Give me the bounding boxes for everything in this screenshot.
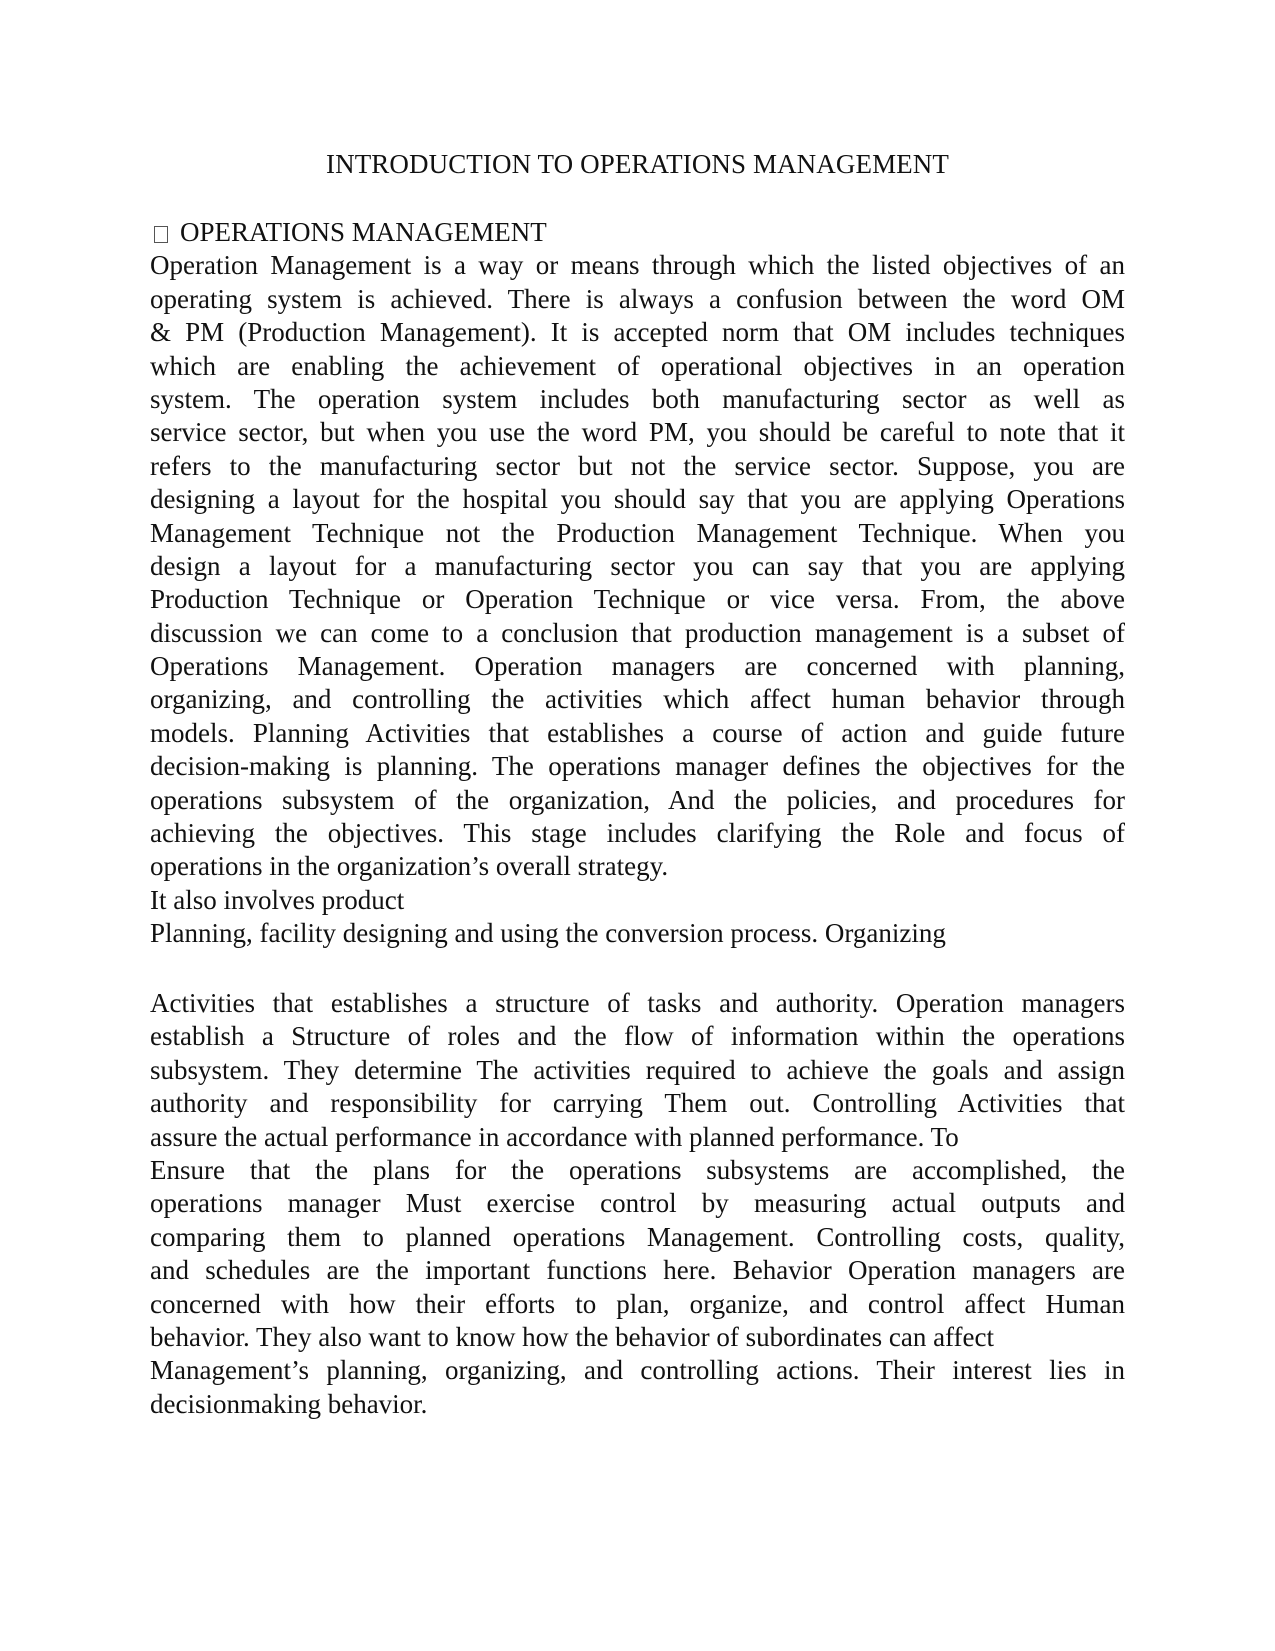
paragraph-line: comparing them to planned operations Management. Controlling costs, quality, <box>150 1221 1125 1252</box>
paragraph-line: Production Technique or Operation Technique or vice versa. From, the above <box>150 584 1125 615</box>
paragraph-line: operating system is achieved. There is always a confusion between the word OM <box>150 283 1125 314</box>
paragraph-line: concerned with how their efforts to plan, organize, and control affect Human <box>150 1288 1125 1319</box>
paragraph-line: which are enabling the achievement of operational objectives in an operation <box>150 350 1125 381</box>
paragraph-line: organizing, and controlling the activities which affect human behavior through <box>150 684 1125 715</box>
paragraph-line: and schedules are the important functions here. Behavior Operation managers are <box>150 1255 1125 1286</box>
paragraph-line: decision-making is planning. The operations manager defines the objectives for the <box>150 751 1125 782</box>
paragraph-line: Activities that establishes a structure of tasks and authority. Operation managers <box>150 988 1125 1018</box>
paragraph-line: Operations Management. Operation managers are concerned with planning, <box>150 651 1125 682</box>
planning-line: Planning, facility designing and using the conversion process. Organizing <box>150 918 946 949</box>
paragraph-1 <box>150 249 1125 883</box>
paragraph-line: operations manager Must exercise control by measuring actual outputs and <box>150 1188 1125 1219</box>
product-line: It also involves product <box>150 884 405 915</box>
paragraph-line: service sector, but when you use the word PM, you should be careful to note that it <box>150 417 1125 448</box>
paragraph-line: assure the actual performance in accordance with planned performance. To <box>150 1121 959 1152</box>
paragraph-line: establish a Structure of roles and the flow of information within the operations <box>150 1021 1125 1052</box>
paragraph-line: operations in the organization’s overall strategy. <box>150 851 669 882</box>
paragraph-line: Operation Management is a way or means through which the listed objectives of an <box>150 250 1125 281</box>
paragraph-line: refers to the manufacturing sector but not the service sector. Suppose, you are <box>150 450 1125 481</box>
section-heading: OPERATIONS MANAGEMENT <box>180 217 547 247</box>
paragraph-line: system. The operation system includes both manufacturing sector as well as <box>150 383 1125 414</box>
paragraph-line: subsystem. They determine The activities required to achieve the goals and assign <box>150 1054 1125 1085</box>
empty-square-bullet-icon <box>154 226 168 243</box>
section-heading-row <box>150 216 1125 249</box>
paragraph-line: & PM (Production Management). It is accepted norm that OM includes techniques <box>150 317 1125 348</box>
section-operations-management <box>150 216 1125 951</box>
paragraph-line: authority and responsibility for carrying Them out. Controlling Activities that <box>150 1088 1125 1119</box>
paragraph-line: design a layout for a manufacturing sector you can say that you are applying <box>150 550 1125 581</box>
document-title: INTRODUCTION TO OPERATIONS MANAGEMENT <box>326 149 949 179</box>
paragraph-line: achieving the objectives. This stage includes clarifying the Role and focus of <box>150 818 1125 849</box>
paragraph-line: decisionmaking behavior. <box>150 1388 428 1419</box>
paragraph-line: models. Planning Activities that establishes a course of action and guide future <box>150 717 1125 748</box>
paragraph-line: operations subsystem of the organization, And the policies, and procedures for <box>150 784 1125 815</box>
paragraph-line: Ensure that the plans for the operations subsystems are accomplished, the <box>150 1154 1125 1185</box>
paragraph-line: designing a layout for the hospital you should say that you are applying Operations <box>150 484 1125 515</box>
paragraph-line: discussion we can come to a conclusion that production management is a subset of <box>150 617 1125 648</box>
paragraph-2 <box>150 987 1125 1421</box>
paragraph-line: Management Technique not the Production Management Technique. When you <box>150 517 1125 548</box>
paragraph-line: Management’s planning, organizing, and controlling actions. Their interest lies in <box>150 1355 1125 1386</box>
paragraph-line: behavior. They also want to know how the behavior of subordinates can affect <box>150 1321 995 1352</box>
